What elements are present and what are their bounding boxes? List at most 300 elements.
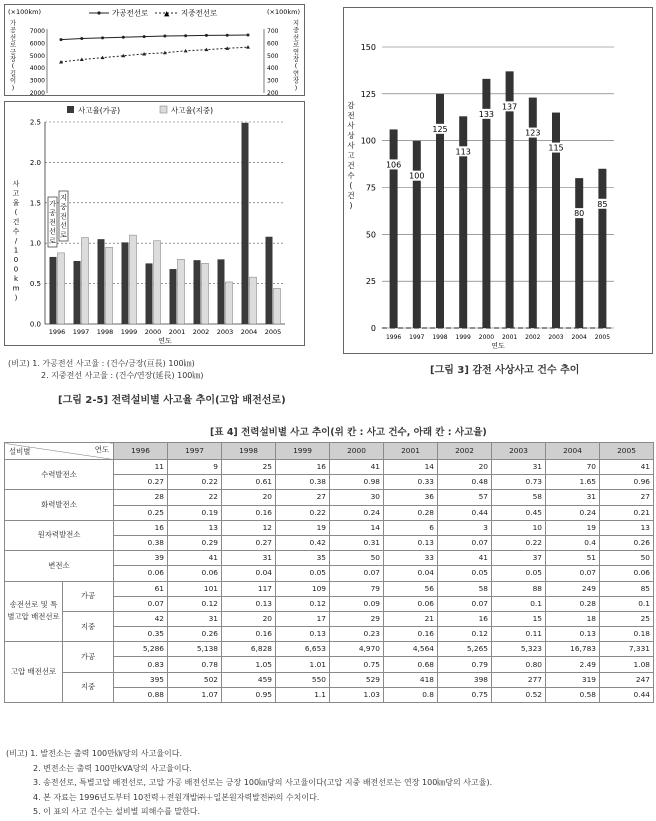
y-tick-label: 50 (365, 230, 376, 240)
y-tick-label: 0.0 (29, 320, 41, 329)
rate-cell: 0.31 (330, 535, 384, 550)
count-cell: 41 (438, 551, 492, 566)
bar-underground (250, 277, 257, 324)
bar (575, 178, 583, 328)
header-equipment: 설비별 (9, 447, 31, 456)
table-header-row (5, 443, 654, 460)
count-cell: 3 (438, 520, 492, 535)
count-cell: 85 (600, 581, 654, 596)
rate-cell: 0.42 (276, 535, 330, 550)
rate-cell: 0.33 (384, 475, 438, 490)
y-tick-label: 100 (360, 136, 376, 146)
rate-cell: 0.38 (114, 535, 168, 550)
x-tick-label: 2005 (594, 334, 611, 341)
rate-cell: 0.27 (114, 475, 168, 490)
right-axis-title-char: 연 (292, 48, 300, 56)
rate-cell: 0.12 (276, 596, 330, 611)
rate-cell: 0.80 (492, 657, 546, 672)
point-overhead (163, 34, 166, 37)
rate-cell: 0.28 (546, 596, 600, 611)
rate-cell: 0.79 (438, 657, 492, 672)
rate-cell: 0.09 (330, 596, 384, 611)
rate-cell: 0.13 (222, 596, 276, 611)
header-year-cell: 1996 (114, 443, 168, 460)
count-cell: 27 (600, 490, 654, 505)
count-cell: 30 (330, 490, 384, 505)
box-overhead-char: 공 (49, 209, 56, 218)
count-cell: 7,331 (600, 642, 654, 657)
y-label-char: 0 (13, 256, 19, 264)
left-axis-title-char: ( (11, 63, 15, 71)
header-year-cell: 2001 (384, 443, 438, 460)
right-tick-label: 700 (267, 28, 279, 35)
table-row (5, 551, 654, 566)
count-cell: 247 (600, 672, 654, 687)
x-axis-label: 연도 (491, 342, 505, 350)
subcategory-cell: 지중 (63, 672, 114, 702)
count-cell: 25 (222, 460, 276, 475)
count-cell: 16 (114, 520, 168, 535)
bar-overhead (122, 242, 129, 324)
left-note-1: (비고) 1. 가공전선 사고율 : (건수/긍장(亘長) 100㎞) (8, 359, 195, 368)
count-cell: 25 (600, 611, 654, 626)
header-year-cell: 1998 (222, 443, 276, 460)
header-year-cell: 2003 (492, 443, 546, 460)
count-cell: 20 (222, 611, 276, 626)
rate-cell: 0.21 (600, 505, 654, 520)
x-tick-label: 2003 (216, 328, 234, 336)
rate-cell: 0.12 (168, 596, 222, 611)
table-row (5, 642, 654, 657)
point-underground (80, 58, 84, 62)
count-cell: 13 (600, 520, 654, 535)
point-overhead (143, 35, 146, 38)
count-cell: 109 (276, 581, 330, 596)
rate-cell: 0.48 (438, 475, 492, 490)
rate-cell: 0.44 (438, 505, 492, 520)
rate-cell: 0.18 (600, 627, 654, 642)
count-cell: 502 (168, 672, 222, 687)
y-label-char: 상 (347, 131, 355, 140)
bar (390, 129, 398, 328)
rate-cell: 0.16 (222, 627, 276, 642)
box-overhead-char: 전 (49, 218, 56, 227)
count-cell: 50 (600, 551, 654, 566)
table-note-3: 3. 송전선로, 특별고압 배전선로, 고압 가공 배전선로는 긍장 100㎞당의 사고율이다(고압 지중 배전선로는 연장 100㎞당의 사고율). (33, 778, 493, 787)
x-tick-label: 1996 (48, 328, 66, 336)
count-cell: 42 (114, 611, 168, 626)
rate-cell: 0.05 (276, 566, 330, 581)
rate-cell: 0.07 (114, 596, 168, 611)
rate-cell: 0.13 (276, 627, 330, 642)
count-cell: 550 (276, 672, 330, 687)
count-cell: 6,828 (222, 642, 276, 657)
right-tick-label: 600 (267, 40, 279, 48)
rate-cell: 0.96 (600, 475, 654, 490)
y-label-char: ) (349, 201, 353, 210)
count-cell: 4,564 (384, 642, 438, 657)
y-tick-label: 2.5 (29, 118, 41, 127)
y-label-char: 고 (12, 189, 20, 198)
legend-marker-underground: ▲ (164, 9, 170, 18)
count-cell: 31 (492, 460, 546, 475)
y-tick-label: 125 (360, 89, 376, 99)
point-overhead (247, 33, 250, 36)
y-label-char: 감 (347, 101, 355, 110)
rate-cell: 0.06 (168, 566, 222, 581)
left-axis-title-char: 공 (9, 27, 17, 35)
table-row (5, 672, 654, 687)
count-cell: 4,970 (330, 642, 384, 657)
left-axis-title-char: 길 (9, 70, 17, 78)
data-label: 123 (525, 128, 541, 138)
rate-cell: 0.07 (438, 596, 492, 611)
header-year-cell: 2005 (600, 443, 654, 460)
rate-bar-chart (5, 102, 304, 345)
y-label-char: 건 (347, 191, 355, 200)
point-underground (246, 45, 250, 49)
header-year-cell: 1999 (276, 443, 330, 460)
table-row (5, 520, 654, 535)
rate-cell: 1.65 (546, 475, 600, 490)
y-label-char: ) (14, 294, 18, 302)
x-tick-label: 2004 (240, 328, 258, 336)
data-label: 85 (597, 199, 608, 209)
bar-overhead (50, 257, 57, 324)
table-row (5, 611, 654, 626)
bar-underground (178, 259, 185, 324)
bar-underground (154, 241, 161, 324)
count-cell: 50 (330, 551, 384, 566)
count-cell: 20 (438, 460, 492, 475)
legend-swatch-overhead (67, 106, 74, 113)
x-tick-label: 1997 (72, 328, 90, 336)
count-cell: 16 (276, 460, 330, 475)
header-year-cell: 2000 (330, 443, 384, 460)
box-underground-char: 로 (60, 230, 67, 239)
table-note-1: (비고) 1. 발전소는 출력 100만㎾당의 사고율이다. (6, 749, 183, 758)
series-line-overhead (61, 35, 248, 40)
point-overhead (80, 37, 83, 40)
rate-cell: 0.19 (168, 505, 222, 520)
count-cell: 27 (276, 490, 330, 505)
bar-underground (274, 288, 281, 324)
x-tick-label: 2001 (168, 328, 186, 336)
box-underground-char: 선 (60, 221, 67, 230)
rate-cell: 0.28 (384, 505, 438, 520)
count-cell: 117 (222, 581, 276, 596)
x-tick-label: 1998 (96, 328, 114, 336)
count-cell: 12 (222, 520, 276, 535)
table-row (5, 581, 654, 596)
bar (413, 141, 421, 328)
box-underground-char: 전 (60, 212, 67, 221)
left-tick-label: 4000 (29, 65, 45, 73)
count-cell: 41 (168, 551, 222, 566)
subcategory-cell: 지중 (63, 611, 114, 641)
y-label-char: ( (14, 208, 18, 217)
left-axis-title-char: 장 (9, 56, 17, 63)
rate-cell: 0.06 (600, 566, 654, 581)
rate-cell: 0.73 (492, 475, 546, 490)
bar-overhead (98, 239, 105, 324)
count-cell: 5,323 (492, 642, 546, 657)
left-axis-title-char: 긍 (9, 48, 17, 56)
rate-cell: 0.23 (330, 627, 384, 642)
bar (598, 169, 606, 328)
count-cell: 41 (330, 460, 384, 475)
left-axis-title-char: 이 (9, 77, 17, 85)
left-axis-title-char: ) (11, 84, 15, 92)
rate-cell: 0.22 (492, 535, 546, 550)
rate-cell: 1.08 (600, 657, 654, 672)
y-label-char: 전 (347, 111, 355, 120)
rate-cell: 0.24 (330, 505, 384, 520)
right-axis-title-char: ( (294, 63, 298, 71)
left-axis-title-char: 로 (9, 41, 17, 49)
count-cell: 70 (546, 460, 600, 475)
y-tick-label: 75 (365, 183, 376, 193)
legend-label-overhead: 사고율(가공) (78, 106, 121, 115)
y-tick-label: 2.0 (29, 158, 41, 167)
y-label-char: ( (349, 181, 353, 190)
rate-cell: 0.04 (384, 566, 438, 581)
y-label-char: 수 (347, 171, 355, 180)
count-cell: 57 (438, 490, 492, 505)
rate-cell: 0.05 (492, 566, 546, 581)
count-cell: 319 (546, 672, 600, 687)
rate-cell: 0.58 (546, 687, 600, 702)
right-tick-label: 400 (267, 65, 279, 73)
left-notes (8, 358, 308, 382)
rate-cell: 0.4 (546, 535, 600, 550)
rate-cell: 0.95 (222, 687, 276, 702)
x-tick-label: 2002 (192, 328, 210, 336)
rate-cell: 0.25 (114, 505, 168, 520)
bar-overhead (218, 259, 225, 324)
rate-cell: 0.52 (492, 687, 546, 702)
shock-chart-panel (343, 7, 653, 354)
y-tick-label: 25 (365, 277, 376, 287)
count-cell: 58 (492, 490, 546, 505)
x-tick-label: 2003 (548, 334, 564, 341)
count-cell: 11 (114, 460, 168, 475)
rate-cell: 0.88 (114, 687, 168, 702)
rate-cell: 0.07 (330, 566, 384, 581)
bar-overhead (266, 237, 273, 324)
count-cell: 19 (546, 520, 600, 535)
rate-cell: 1.1 (276, 687, 330, 702)
y-label-char: 사 (12, 180, 20, 188)
rate-cell: 1.01 (276, 657, 330, 672)
y-tick-label: 1.0 (29, 239, 41, 248)
header-year-cell: 2004 (546, 443, 600, 460)
bar-underground (82, 238, 89, 324)
x-axis-label: 연도 (158, 337, 172, 345)
count-cell: 529 (330, 672, 384, 687)
count-cell: 13 (168, 520, 222, 535)
count-cell: 10 (492, 520, 546, 535)
subcategory-cell: 가공 (63, 642, 114, 672)
rate-cell: 0.06 (114, 566, 168, 581)
category-cell: 송전선로 및 특별고압 배전선로 (5, 581, 63, 642)
rate-cell: 0.26 (168, 627, 222, 642)
right-axis-title-char: 지 (292, 20, 300, 27)
rate-cell: 0.13 (546, 627, 600, 642)
box-overhead-char: 로 (49, 236, 56, 245)
x-tick-label: 2000 (144, 328, 162, 336)
count-cell: 14 (384, 460, 438, 475)
left-axis-title-char: 선 (9, 34, 17, 42)
data-label: 113 (455, 147, 471, 157)
count-cell: 21 (384, 611, 438, 626)
left-note-2: 2. 지중전선 사고율 : (건수/연장(延長) 100㎞) (41, 371, 204, 380)
header-corner-cell (5, 443, 114, 460)
bar-overhead (242, 123, 249, 324)
y-tick-label: 0 (370, 324, 376, 333)
rate-cell: 1.07 (168, 687, 222, 702)
data-label: 133 (478, 109, 495, 119)
rate-cell: 0.75 (330, 657, 384, 672)
bar-underground (130, 235, 137, 324)
right-tick-label: 300 (267, 77, 279, 85)
rate-cell: 0.68 (384, 657, 438, 672)
right-unit-label: (×100km) (267, 8, 301, 16)
table-row (5, 460, 654, 475)
count-cell: 9 (168, 460, 222, 475)
count-cell: 41 (600, 460, 654, 475)
right-axis-title-char: ) (294, 84, 298, 92)
data-label: 100 (409, 171, 425, 181)
y-label-char: / (14, 237, 18, 245)
left-caption: [그림 2-5] 전력설비별 사고율 추이(고압 배전선로) (58, 395, 286, 406)
x-tick-label: 1996 (385, 334, 402, 341)
table-note-2: 2. 변전소는 출력 100만kVA당의 사고율이다. (33, 763, 192, 773)
y-tick-label: 0.5 (29, 280, 41, 289)
point-overhead (60, 38, 63, 41)
rate-cell: 0.61 (222, 475, 276, 490)
count-cell: 20 (222, 490, 276, 505)
rate-cell: 0.07 (546, 566, 600, 581)
right-tick-label: 200 (267, 90, 279, 95)
y-label-char: 고 (347, 151, 355, 160)
rate-cell: 0.05 (438, 566, 492, 581)
bar-underground (106, 247, 113, 324)
rate-cell: 0.13 (384, 535, 438, 550)
category-cell: 변전소 (5, 551, 114, 581)
line-chart-panel (4, 4, 305, 96)
bar-underground (226, 282, 233, 324)
category-cell: 고압 배전선로 (5, 642, 63, 703)
count-cell: 17 (276, 611, 330, 626)
data-label: 125 (432, 124, 448, 134)
count-cell: 418 (384, 672, 438, 687)
rate-cell: 0.78 (168, 657, 222, 672)
category-cell: 수력발전소 (5, 460, 114, 490)
count-cell: 31 (546, 490, 600, 505)
count-cell: 5,286 (114, 642, 168, 657)
bar-underground (58, 253, 65, 324)
count-cell: 395 (114, 672, 168, 687)
header-year-cell: 1997 (168, 443, 222, 460)
y-label-char: 건 (12, 218, 20, 226)
rate-cell: 0.04 (222, 566, 276, 581)
y-label-char: 수 (12, 227, 20, 236)
point-overhead (205, 34, 208, 37)
right-tick-label: 500 (267, 52, 279, 60)
rate-cell: 0.22 (168, 475, 222, 490)
count-cell: 5,138 (168, 642, 222, 657)
rate-cell: 0.44 (600, 687, 654, 702)
point-overhead (226, 34, 229, 37)
left-axis-title-char: 가 (9, 20, 17, 27)
left-tick-label: 6000 (29, 40, 45, 48)
table-title: [표 4] 전력설비별 사고 추이(위 칸 : 사고 건수, 아래 칸 : 사고율) (210, 427, 487, 438)
left-tick-label: 2000 (29, 90, 45, 95)
box-overhead-char: 가 (49, 200, 56, 208)
box-underground-char: 지 (60, 194, 67, 202)
left-tick-label: 7000 (29, 28, 45, 35)
rate-cell: 0.1 (492, 596, 546, 611)
rate-cell: 0.1 (600, 596, 654, 611)
y-label-char: 건 (347, 161, 355, 170)
right-axis-title-char: 연 (292, 70, 300, 78)
rate-cell: 0.24 (546, 505, 600, 520)
count-cell: 36 (384, 490, 438, 505)
legend-marker-overhead (97, 11, 100, 14)
table-notes (6, 747, 651, 820)
left-tick-label: 5000 (29, 52, 45, 60)
count-cell: 51 (546, 551, 600, 566)
count-cell: 249 (546, 581, 600, 596)
bar-overhead (146, 263, 153, 324)
count-cell: 35 (276, 551, 330, 566)
rate-cell: 0.11 (492, 627, 546, 642)
count-cell: 33 (384, 551, 438, 566)
x-tick-label: 2001 (501, 334, 518, 341)
data-label: 137 (501, 102, 518, 112)
right-axis-title-char: 로 (292, 41, 300, 49)
data-label: 80 (574, 209, 585, 219)
rate-cell: 0.29 (168, 535, 222, 550)
rate-cell: 1.03 (330, 687, 384, 702)
point-overhead (184, 34, 187, 37)
rate-cell: 0.83 (114, 657, 168, 672)
count-cell: 6 (384, 520, 438, 535)
rate-cell: 0.06 (384, 596, 438, 611)
legend-swatch-underground (160, 106, 167, 113)
x-tick-label: 2000 (478, 334, 495, 341)
right-axis-title-char: 선 (292, 34, 300, 42)
count-cell: 459 (222, 672, 276, 687)
header-year-cell: 2002 (438, 443, 492, 460)
legend-label-underground: 사고율(지중) (171, 106, 214, 115)
rate-cell: 1.05 (222, 657, 276, 672)
count-cell: 79 (330, 581, 384, 596)
count-cell: 16,783 (546, 642, 600, 657)
table-row (5, 490, 654, 505)
x-tick-label: 1997 (409, 334, 425, 341)
point-overhead (122, 36, 125, 39)
count-cell: 101 (168, 581, 222, 596)
legend-label-overhead: 가공전선로 (112, 8, 149, 18)
count-cell: 19 (276, 520, 330, 535)
count-cell: 37 (492, 551, 546, 566)
table-note-4: 4. 본 자료는 1996년도부터 10전력＋전원개발㈜＋일본원자력발전㈜의 수치이다. (33, 792, 320, 802)
point-overhead (101, 36, 104, 39)
shock-bar-chart (344, 8, 652, 353)
count-cell: 29 (330, 611, 384, 626)
